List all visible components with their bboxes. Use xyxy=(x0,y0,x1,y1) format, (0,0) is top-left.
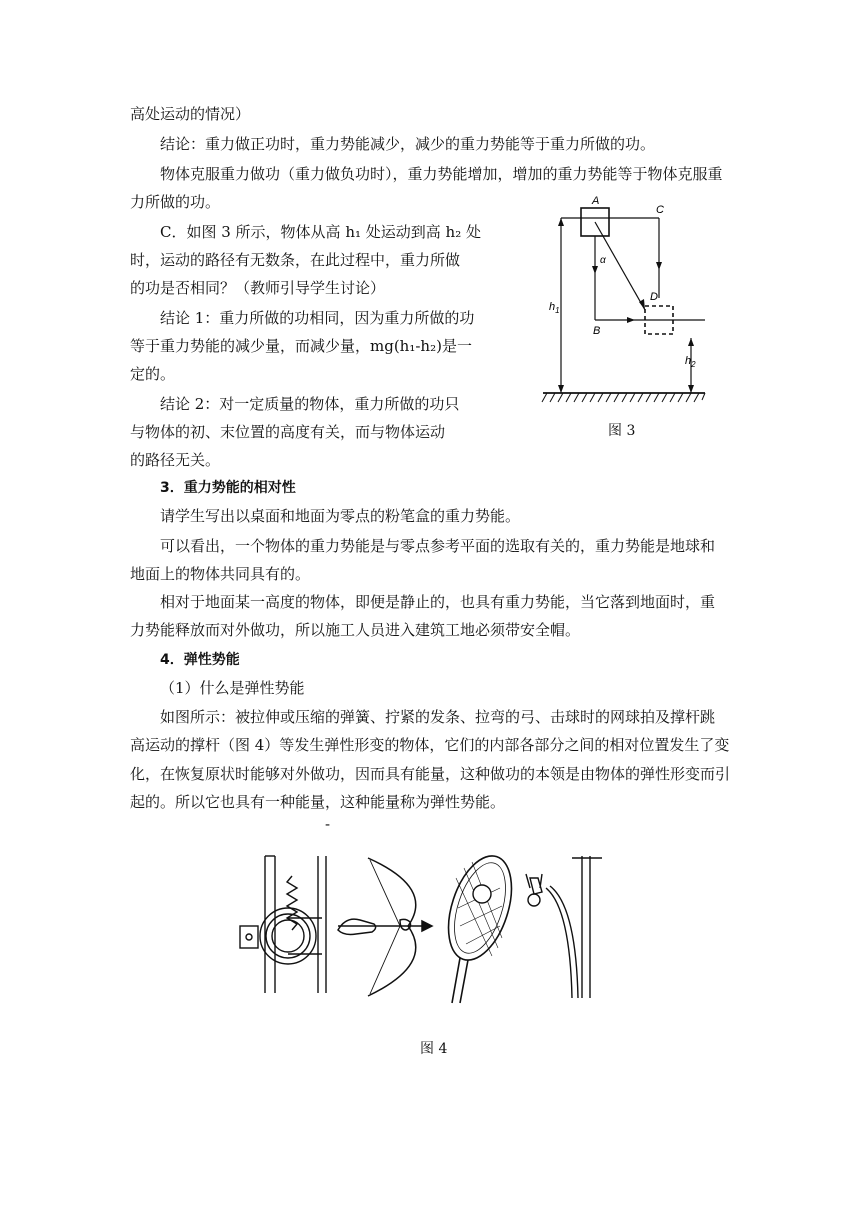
text-line: 物体克服重力做功（重力做负功时），重力势能增加，增加的重力势能等于物体克服重 xyxy=(160,165,723,183)
text-line: 等于重力势能的减少量，而减少量，mg(h₁-h₂)是一 xyxy=(130,337,472,355)
text-line: 可以看出，一个物体的重力势能是与零点参考平面的选取有关的，重力势能是地球和 xyxy=(160,537,716,555)
arrow-head xyxy=(688,338,694,346)
arrow-head xyxy=(558,385,564,393)
text-line: 的路径无关。 xyxy=(130,451,221,469)
label-h2: $h_2$ xyxy=(685,355,696,369)
section-heading: 4．弹性势能 xyxy=(160,652,240,668)
section-heading: 3．重力势能的相对性 xyxy=(160,480,296,496)
figure-4-caption: 图 4 xyxy=(420,1041,448,1057)
arrow-head xyxy=(627,317,635,323)
text-line: 相对于地面某一高度的物体，即便是静止的，也具有重力势能，当它落到地面时，重 xyxy=(160,593,716,611)
text-line: 力势能释放而对外做功，所以施工人员进入建筑工地必须带安全帽。 xyxy=(130,621,581,639)
arrow-head xyxy=(558,218,564,226)
text-line: 力所做的功。 xyxy=(130,193,221,211)
text-line: C．如图 3 所示，物体从高 h₁ 处运动到高 h₂ 处 xyxy=(160,223,481,241)
text-line: 请学生写出以桌面和地面为零点的粉笔盒的重力势能。 xyxy=(160,507,521,525)
arrow-head xyxy=(656,262,662,270)
pole-vault-illustration xyxy=(526,856,602,998)
text-line: （1）什么是弹性势能 xyxy=(160,679,305,697)
label-alpha: α xyxy=(600,255,606,266)
label-h1: $h_1$ xyxy=(549,301,560,315)
label-a: A xyxy=(592,195,600,207)
text-line: 如图所示：被拉伸或压缩的弹簧、拧紧的发条、拉弯的弓、击球时的网球拍及撑杆跳 xyxy=(160,708,716,726)
ground-hatching xyxy=(542,393,705,402)
path-line xyxy=(595,222,645,310)
bow-illustration xyxy=(338,858,432,996)
text-line: 结论 2：对一定质量的物体，重力所做的功只 xyxy=(160,395,460,413)
text-line: 化，在恢复原状时能够对外做功，因而具有能量，这种做功的本领是由物体的弹性形变而引 xyxy=(130,765,731,783)
label-c: C xyxy=(656,204,664,216)
label-b: B xyxy=(593,325,601,337)
text-line: 的功是否相同？（教师引导学生讨论） xyxy=(130,279,386,297)
stray-mark: - xyxy=(325,815,331,833)
text-line: 高处运动的情况） xyxy=(130,105,251,123)
text-line: 结论 1：重力所做的功相同，因为重力所做的功 xyxy=(160,309,475,327)
figure-3-diagram xyxy=(535,188,720,413)
arrow-head xyxy=(688,385,694,393)
figure-3-caption: 图 3 xyxy=(608,423,636,439)
label-d: D xyxy=(650,291,658,303)
spring-illustration xyxy=(240,856,326,993)
text-line: 起的。所以它也具有一种能量，这种能量称为弹性势能。 xyxy=(130,793,506,811)
arrow-head xyxy=(592,266,598,274)
text-line: 地面上的物体共同具有的。 xyxy=(130,565,311,583)
text-line: 与物体的初、末位置的高度有关，而与物体运动 xyxy=(130,423,446,441)
text-line: 时，运动的路径有无数条，在此过程中，重力所做 xyxy=(130,251,461,269)
figure-4-illustration xyxy=(230,848,620,1008)
text-line: 结论：重力做正功时，重力势能减少，减少的重力势能等于重力所做的功。 xyxy=(160,135,656,153)
tennis-racket-illustration xyxy=(437,848,524,1003)
text-line: 定的。 xyxy=(130,365,176,383)
text-line: 高运动的撑杆（图 4）等发生弹性形变的物体，它们的内部各部分之间的相对位置发生了变 xyxy=(130,736,730,754)
